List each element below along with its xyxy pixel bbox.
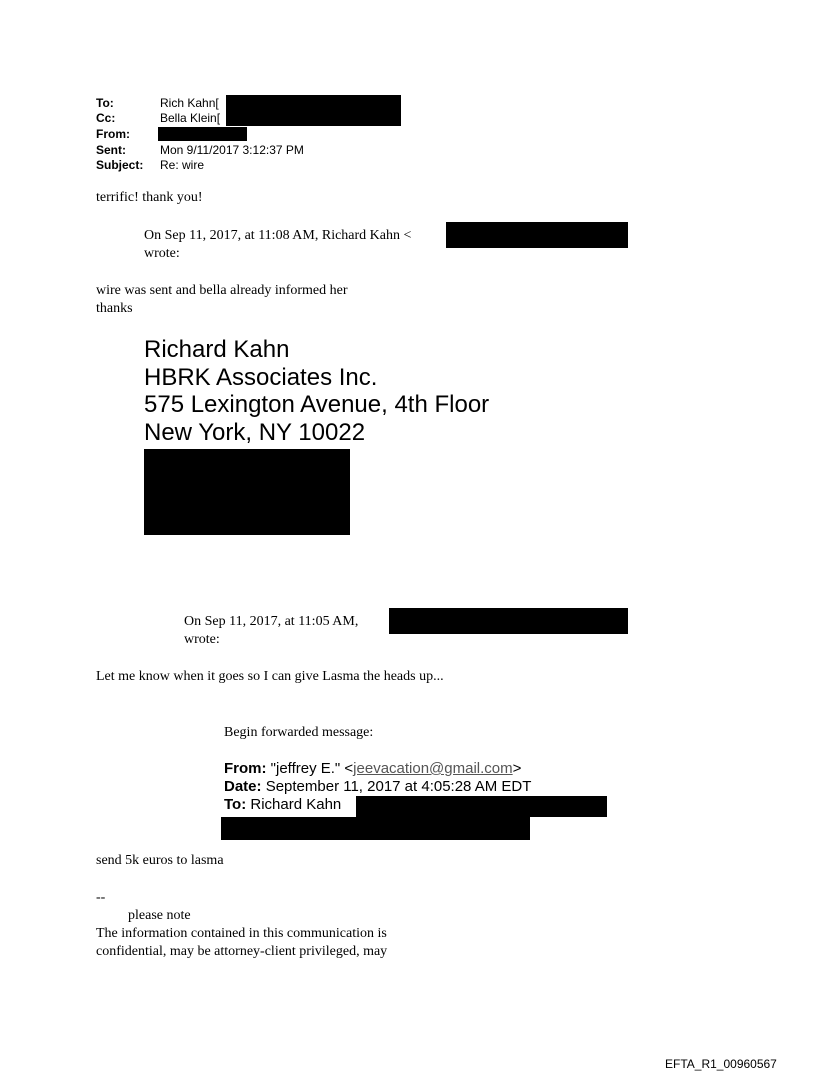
- sent-label: Sent:: [96, 143, 126, 157]
- signature-dashes: --: [96, 890, 106, 905]
- quote2-wrote: wrote:: [184, 632, 220, 647]
- redaction-from: [158, 127, 247, 141]
- quote1-line1: wire was sent and bella already informed her: [96, 283, 348, 298]
- quote1-intro: On Sep 11, 2017, at 11:08 AM, Richard Kahn <: [144, 228, 412, 243]
- signature-city: New York, NY 10022: [144, 419, 366, 446]
- redaction-forwarded-to-1: [356, 796, 607, 817]
- redaction-quote1-email: [446, 222, 628, 248]
- to-label: To:: [96, 96, 114, 110]
- quote2-intro: On Sep 11, 2017, at 11:05 AM,: [184, 614, 359, 629]
- document-id: EFTA_R1_00960567: [665, 1057, 777, 1071]
- subject-label: Subject:: [96, 158, 144, 172]
- to-value: Rich Kahn[: [160, 96, 219, 110]
- forwarded-date-line: [224, 778, 531, 796]
- forwarded-from-name: "jeffrey E." <: [270, 760, 354, 777]
- subject-value: Re: wire: [160, 158, 205, 172]
- forwarded-date-label: Date:: [224, 778, 262, 795]
- from-label: From:: [96, 127, 130, 141]
- quote2-line1: Let me know when it goes so I can give Lasma the heads up...: [96, 669, 444, 684]
- quote1-line2: thanks: [96, 301, 133, 316]
- signature-name: Richard Kahn: [144, 336, 290, 363]
- signature-company: HBRK Associates Inc.: [144, 364, 378, 391]
- forwarded-from-line: [224, 760, 521, 778]
- forwarded-from-close: >: [512, 760, 522, 777]
- redaction-forwarded-to-2: [221, 817, 530, 840]
- footer-line2: confidential, may be attorney-client privileged, may: [96, 944, 388, 959]
- forwarded-to-label: To:: [224, 796, 247, 813]
- redaction-quote2-sender: [389, 608, 628, 634]
- cc-value: Bella Klein[: [160, 111, 221, 125]
- redaction-to-cc: [226, 95, 401, 126]
- cc-label: Cc:: [96, 111, 116, 125]
- footer-note: please note: [128, 908, 191, 923]
- quote1-wrote: wrote:: [144, 246, 180, 261]
- forwarded-from-email-link[interactable]: jeevacation@gmail.com: [353, 760, 513, 777]
- forwarded-from-label: From:: [224, 760, 267, 777]
- reply-text: terrific! thank you!: [96, 190, 203, 205]
- forwarded-to-line: [224, 796, 341, 814]
- forwarded-body: send 5k euros to lasma: [96, 853, 224, 868]
- footer-line1: The information contained in this communication is: [96, 926, 387, 941]
- forwarded-date-value: September 11, 2017 at 4:05:28 AM EDT: [265, 778, 532, 795]
- sent-value: Mon 9/11/2017 3:12:37 PM: [160, 143, 304, 157]
- signature-address: 575 Lexington Avenue, 4th Floor: [144, 391, 490, 418]
- forwarded-to-value: Richard Kahn: [250, 796, 342, 813]
- forwarded-title: Begin forwarded message:: [224, 725, 374, 740]
- redaction-signature: [144, 449, 350, 535]
